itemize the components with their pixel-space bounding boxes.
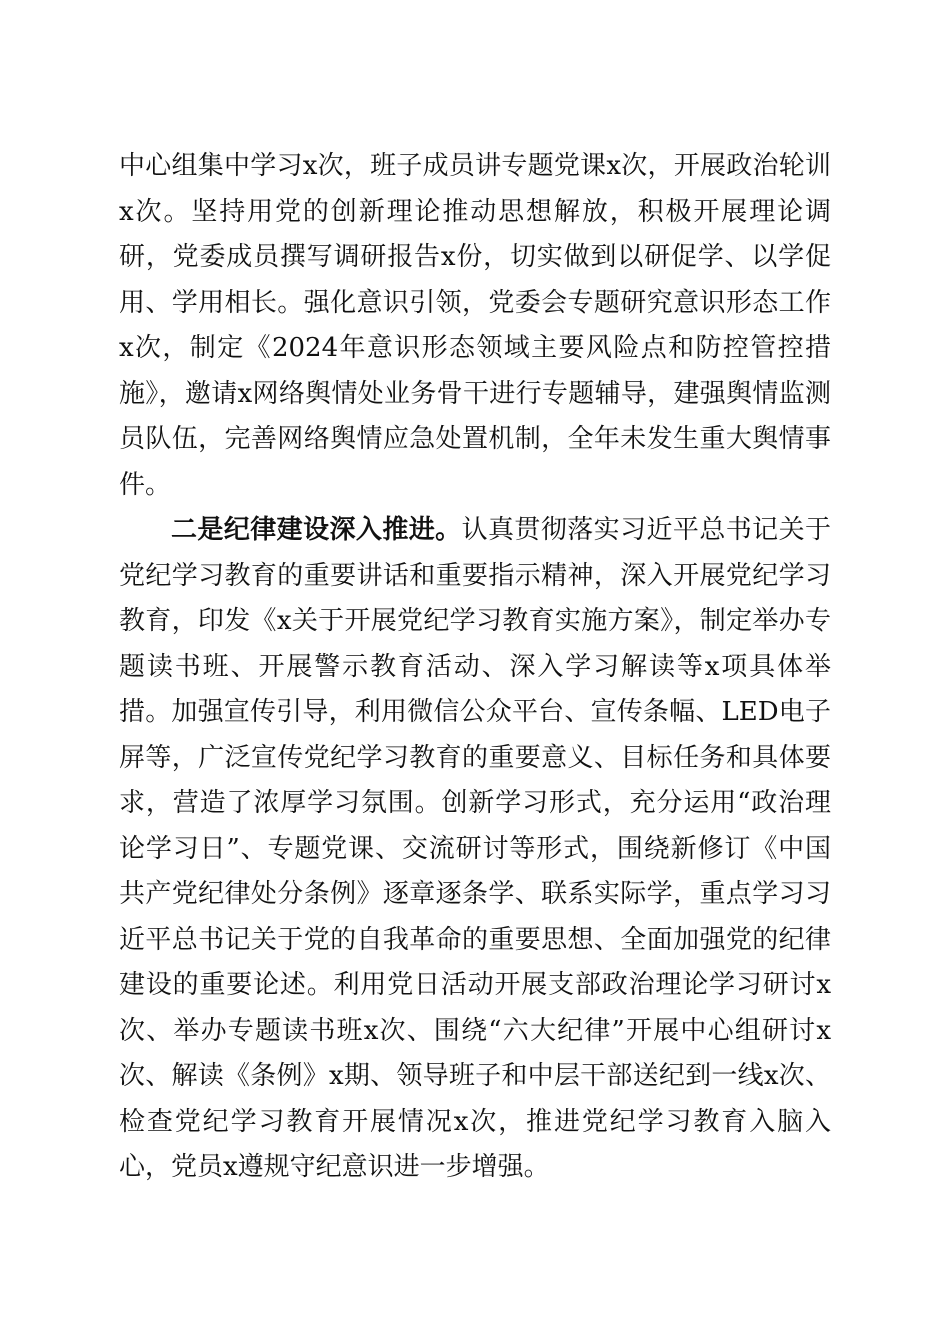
paragraph-text: 中心组集中学习x次，班子成员讲专题党课x次，开展政治轮训x次。坚持用党的创新理论推动思想解放，积极开展理论调研，党委成员撰写调研报告x份，切实做到以研促学、以学促用、学用相长。强化意识引领，党委会专题研究意识形态工作x次，制定《2024年意识形态领域主要风险点和防控管控措施》，邀请x网络舆情处业务骨干进行专题辅导，建强舆情监测员队伍，完善网络舆情应急处置机制，全年未发生重大舆情事件。	[119, 151, 831, 500]
document-body	[119, 144, 831, 1191]
paragraph-continuation	[119, 144, 831, 508]
paragraph-discipline-building	[119, 508, 831, 1191]
paragraph-text: 认真贯彻落实习近平总书记关于党纪学习教育的重要讲话和重要指示精神，深入开展党纪学习教育，印发《x关于开展党纪学习教育实施方案》，制定举办专题读书班、开展警示教育活动、深入学习解读等x项具体举措。加强宣传引导，利用微信公众平台、宣传条幅、LED电子屏等，广泛宣传党纪学习教育的重要意义、目标任务和具体要求，营造了浓厚学习氛围。创新学习形式，充分运用“政治理论学习日”、专题党课、交流研讨等形式，围绕新修订《中国共产党纪律处分条例》逐章逐条学、联系实际学，重点学习习近平总书记关于党的自我革命的重要思想、全面加强党的纪律建设的重要论述。利用党日活动开展支部政治理论学习研讨x次、举办专题读书班x次、围绕“六大纪律”开展中心组研讨x次、解读《条例》x期、领导班子和中层干部送纪到一线x次、检查党纪学习教育开展情况x次，推进党纪学习教育入脑入心，党员x遵规守纪意识进一步增强。	[119, 515, 831, 1182]
paragraph-lead-heading: 二是纪律建设深入推进。	[171, 515, 462, 545]
